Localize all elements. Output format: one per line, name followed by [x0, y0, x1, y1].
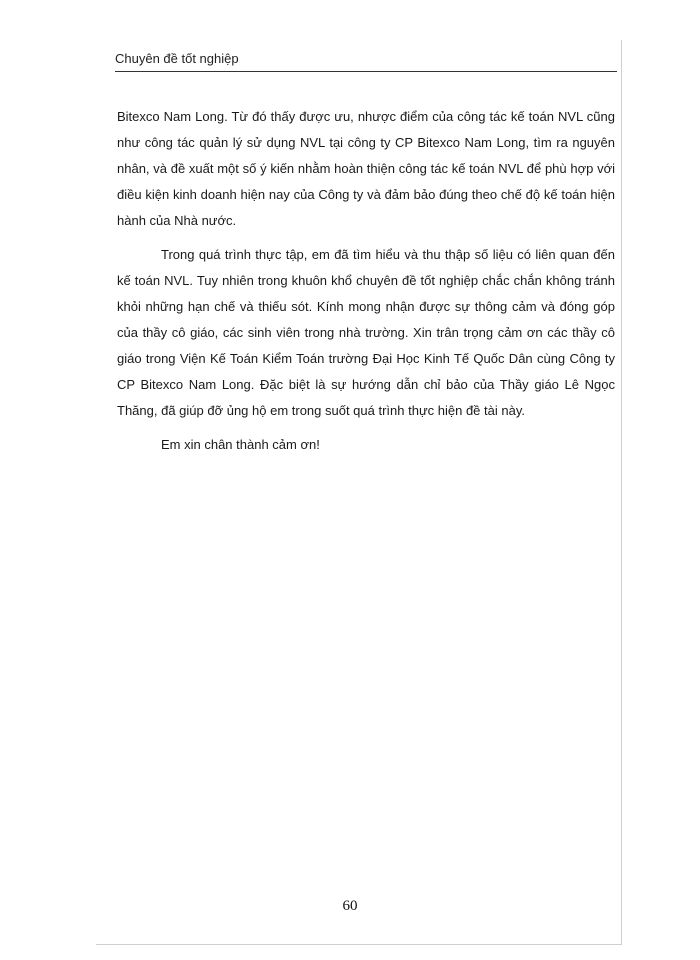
paragraph-closing: Em xin chân thành cảm ơn!: [161, 437, 320, 452]
paragraph-acknowledgement: Trong quá trình thực tập, em đã tìm hiểu và thu thập số liệu có liên quan đến kế toán NVL. Tuy nhiên trong khuôn khổ chuyên đề tốt nghiệp chắc chắn không tránh khỏi những hạn chế và thiếu sót. Kính mong nhận được sự thông cảm và đóng góp của thầy cô giáo, các sinh viên trong nhà trường. Xin trân trọng cảm ơn các thầy cô giáo trong Viện Kế Toán Kiểm Toán trường Đại Học Kinh Tế Quốc Dân cùng Công ty CP Bitexco Nam Long. Đặc biệt là sự hướng dẫn chỉ bảo của Thầy giáo Lê Ngọc Thăng, đã giúp đỡ ủng hộ em trong suốt quá trình thực hiện đề tài này.: [117, 247, 615, 418]
page-number: 60: [342, 898, 358, 914]
page-header: [115, 50, 617, 72]
paragraph-continuation: Bitexco Nam Long. Từ đó thấy được ưu, nhược điểm của công tác kế toán NVL cũng như công tác quản lý sử dụng NVL tại công ty CP Bitexco Nam Long, tìm ra nguyên nhân, và đề xuất một số ý kiến nhằm hoàn thiện công tác kế toán NVL để phù hợp với điều kiện kinh doanh hiện nay của Công ty và đảm bảo đúng theo chế độ kế toán hiện hành của Nhà nước.: [117, 109, 615, 228]
document-body: [117, 104, 615, 466]
header-title: Chuyên đề tốt nghiệp: [115, 51, 239, 66]
